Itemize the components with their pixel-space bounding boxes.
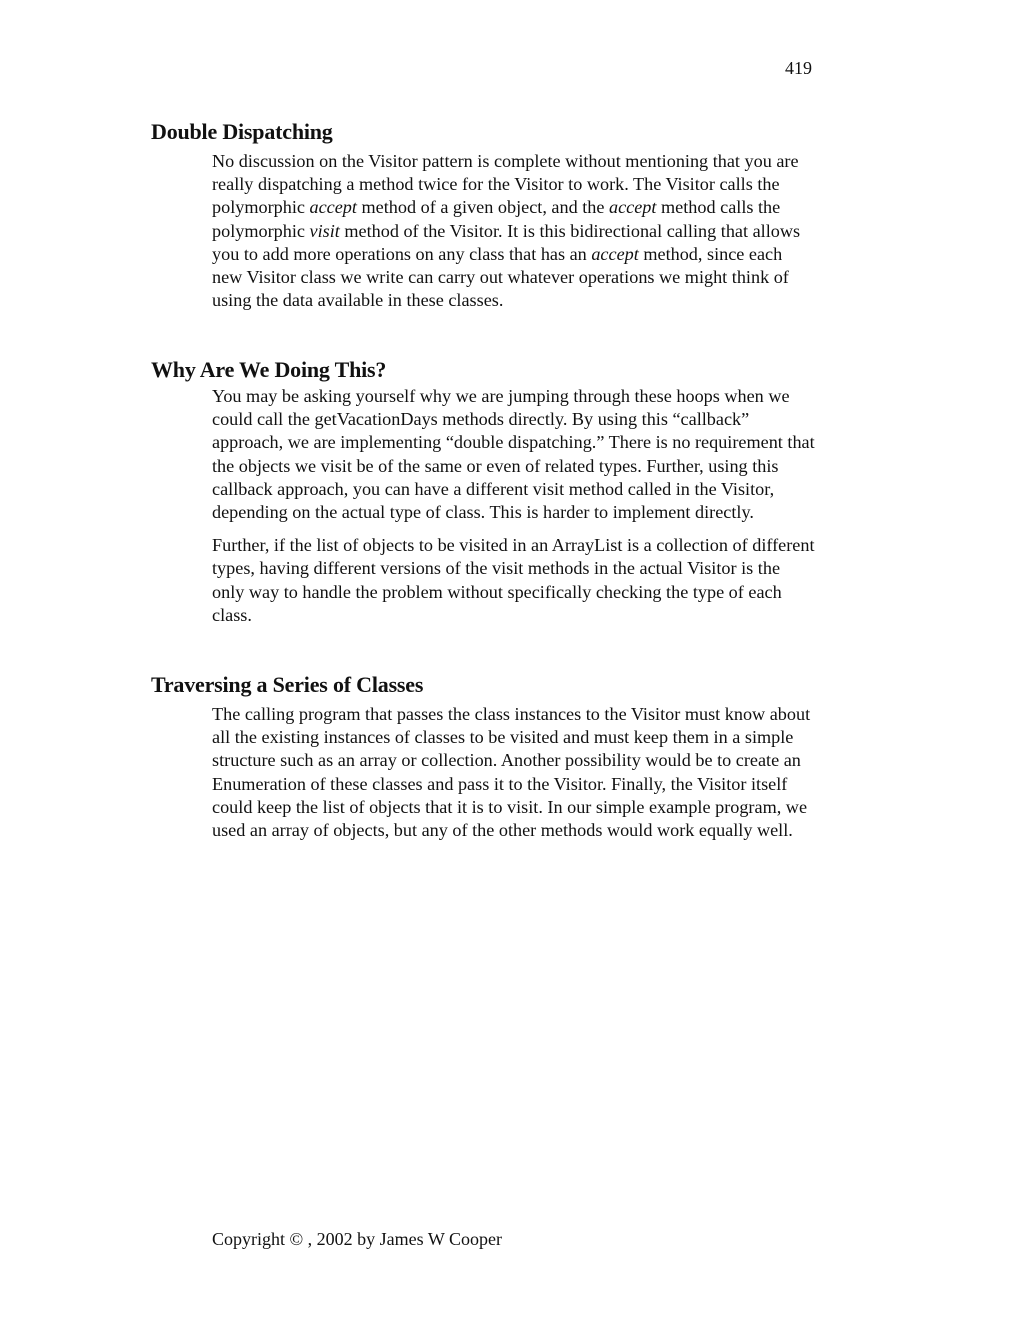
copyright-footer: Copyright © , 2002 by James W Cooper bbox=[212, 1229, 502, 1249]
section-heading: Traversing a Series of Classes bbox=[151, 672, 424, 697]
paragraph: The calling program that passes the class instances to the Visitor must know about all the existing instances of classes to be visited and must keep them in a simple structure such as an array or collection. Another possibility would be to create an Enumeration of these classes and pass it to the Visitor. Finally, the Visitor itself could keep the list of objects that it is to visit. In our simple example program, we used an array of objects, but any of the other methods would work equally well. bbox=[212, 704, 811, 841]
paragraph: You may be asking yourself why we are jumping through these hoops when we could call the getVacationDays methods directly. By using this “callback” approach, we are implementing “double dispatching.” There is no requirement that the objects we visit be of the same or even of related types. Further, using this callback approach, you can have a different visit method called in the Visitor, depending on the actual type of class. This is harder to implement directly. bbox=[212, 386, 815, 523]
italic-term: accept bbox=[309, 197, 357, 218]
section-traversing-a-series-of-classes bbox=[151, 671, 816, 842]
section-heading: Why Are We Doing This? bbox=[151, 357, 387, 382]
section-body bbox=[212, 385, 816, 627]
page-number: 419 bbox=[785, 58, 812, 78]
paragraph: Further, if the list of objects to be visited in an ArrayList is a collection of different types, having different versions of the visit methods in the actual Visitor is the only way to handle the problem without specifically checking the type of each class. bbox=[212, 535, 815, 625]
section-why-are-we-doing-this bbox=[151, 356, 816, 627]
italic-term: accept bbox=[591, 243, 639, 264]
section-body bbox=[212, 703, 816, 842]
section-body bbox=[212, 150, 816, 312]
section-double-dispatching bbox=[151, 118, 816, 312]
italic-term: accept bbox=[609, 197, 657, 218]
paragraph: No discussion on the Visitor pattern is complete without mentioning that you are really dispatching a method twice for the Visitor to work. The Visitor calls the polymorphic accept method of a given object, and the accept method calls the polymorphic visit method of the Visitor. It is this bidirectional calling that allows you to add more operations on any class that has an accept method, since each new Visitor class we write can carry out whatever operations we might think of using the data available in these classes. bbox=[212, 151, 801, 311]
section-heading: Double Dispatching bbox=[151, 119, 333, 144]
italic-term: visit bbox=[309, 220, 340, 241]
